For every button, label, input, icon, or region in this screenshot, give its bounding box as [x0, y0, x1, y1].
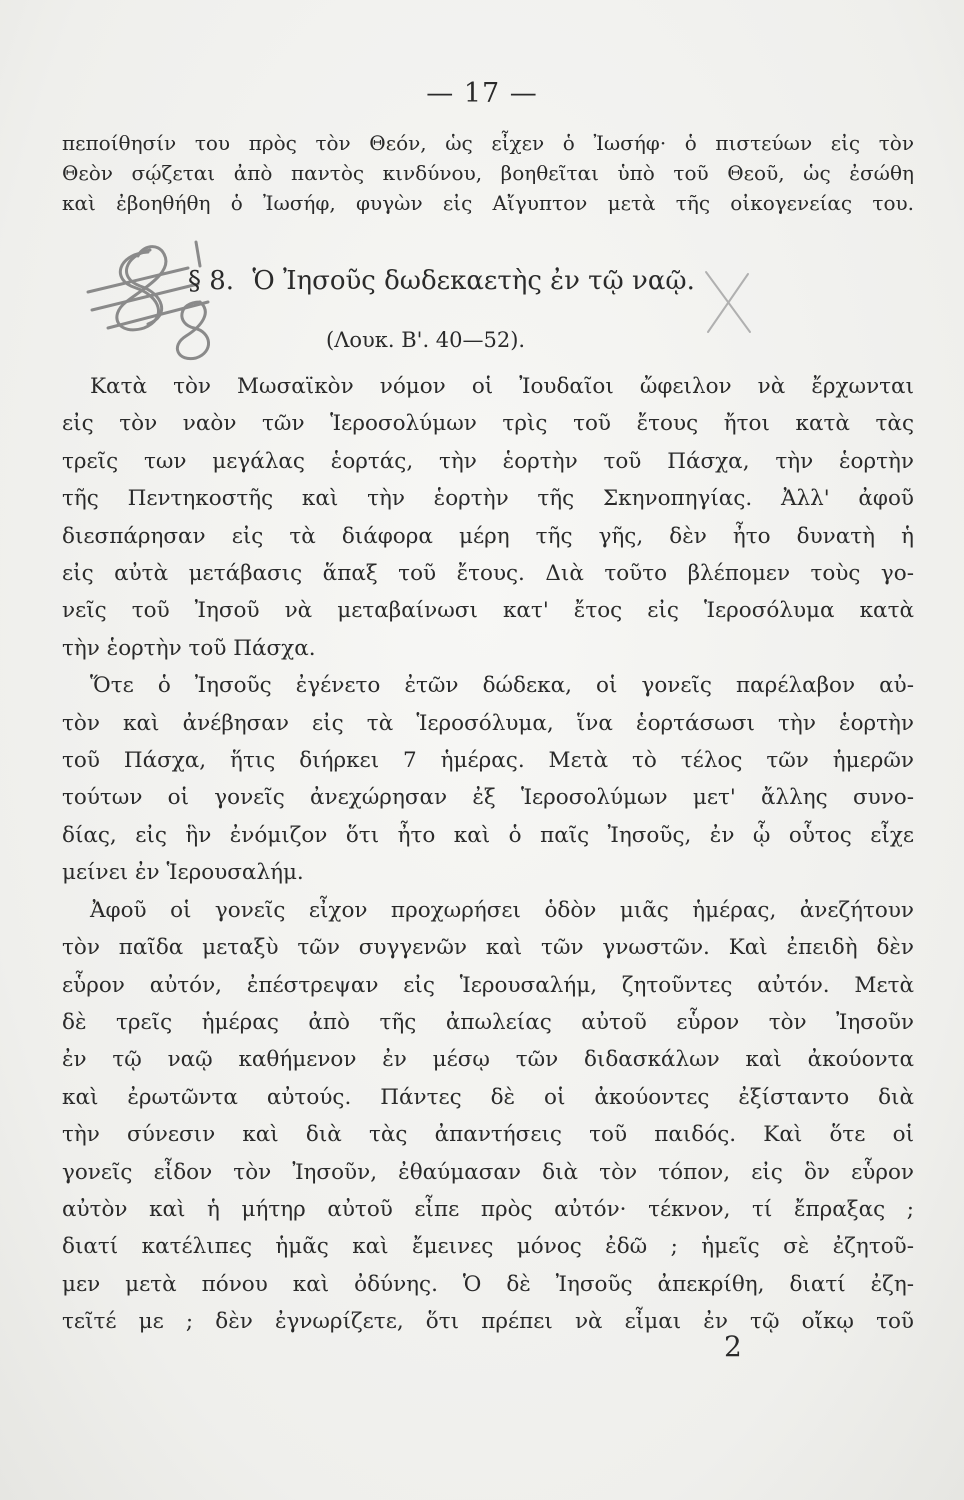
text-line: τὸν καὶ ἀνέβησαν εἰς τὰ Ἱεροσόλυμα, ἵνα ἑορτάσωσι τὴν ἑορτὴν — [62, 710, 914, 736]
text-line: Ὅτε ὁ Ἰησοῦς ἐγένετο ἐτῶν δώδεκα, οἱ γονεῖς παρέλαβον αὐ- — [90, 673, 914, 699]
signature-number: 2 — [724, 1330, 742, 1363]
text-line: νεῖς τοῦ Ἰησοῦ νὰ μεταβαίνωσι κατ' ἔτος εἰς Ἱεροσόλυμα κατὰ — [62, 598, 914, 624]
text-line: τὴν σύνεσιν καὶ διὰ τὰς ἀπαντήσεις τοῦ παιδός. Καὶ ὅτε οἱ — [62, 1122, 914, 1148]
text-line: διεσπάρησαν εἰς τὰ διάφορα μέρη τῆς γῆς, δὲν ἦτο δυνατὴ ἡ — [62, 523, 914, 549]
page-number: — 17 — — [426, 78, 538, 109]
pencil-annotation-icon — [78, 232, 248, 372]
text-line: δίας, εἰς ἣν ἐνόμιζον ὅτι ἦτο καὶ ὁ παῖς Ἰησοῦς, ἐν ᾧ οὗτος εἶχε — [62, 822, 914, 848]
text-line: Ἀφοῦ οἱ γονεῖς εἶχον προχωρήσει ὁδὸν μιᾶς ἡμέρας, ἀνεζήτουν — [90, 897, 914, 923]
body-text — [62, 368, 914, 1341]
text-line: πεποίθησίν του πρὸς τὸν Θεόν, ὡς εἶχεν ὁ Ἰωσήφ· ὁ πιστεύων εἰς τὸν — [62, 131, 914, 155]
scripture-reference: (Λουκ. Β'. 40—52). — [326, 328, 526, 352]
text-line: γονεῖς εἶδον τὸν Ἰησοῦν, ἐθαύμασαν διὰ τὸν τόπον, εἰς ὃν εὗρον — [62, 1159, 914, 1185]
section-title: Ὁ Ἰησοῦς δωδεκαετὴς ἐν τῷ ναῷ. — [252, 266, 695, 296]
text-line: μεν μετὰ πόνου καὶ ὀδύνης. Ὁ δὲ Ἰησοῦς ἀπεκρίθη, διατί ἐζη- — [62, 1271, 914, 1297]
text-line: εἰς τὸν ναὸν τῶν Ἱεροσολύμων τρὶς τοῦ ἔτους ἤτοι κατὰ τὰς — [62, 411, 914, 437]
text-line: ἐν τῷ ναῷ καθήμενον ἐν μέσῳ τῶν διδασκάλων καὶ ἀκούοντα — [62, 1047, 914, 1073]
text-line: μείνει ἐν Ἱερουσαλήμ. — [62, 860, 304, 886]
text-line: τεῖτέ με ; δὲν ἐγνωρίζετε, ὅτι πρέπει νὰ εἶμαι ἐν τῷ οἴκῳ τοῦ — [62, 1309, 914, 1335]
text-line: εὗρον αὐτόν, ἐπέστρεψαν εἰς Ἱερουσαλήμ, ζητοῦντες αὐτόν. Μετὰ — [62, 972, 914, 998]
text-line: διατί κατέλιπες ἡμᾶς καὶ ἔμεινες μόνος ἐδῶ ; ἡμεῖς σὲ ἐζητοῦ- — [62, 1234, 914, 1260]
text-line: καὶ ἐρωτῶντα αὐτούς. Πάντες δὲ οἱ ἀκούοντες ἐξίσταντο διὰ — [62, 1084, 914, 1110]
text-line: τὸν παῖδα μεταξὺ τῶν συγγενῶν καὶ τῶν γνωστῶν. Καὶ ἐπειδὴ δὲν — [62, 935, 914, 961]
text-line: Θεὸν σῴζεται ἀπὸ παντὸς κινδύνου, βοηθεῖται ὑπὸ τοῦ Θεοῦ, ὡς ἐσώθη — [62, 161, 914, 185]
section-heading — [188, 266, 695, 296]
text-line: δὲ τρεῖς ἡμέρας ἀπὸ τῆς ἀπωλείας αὐτοῦ εὗρον τὸν Ἰησοῦν — [62, 1009, 914, 1035]
text-line: τοῦ Πάσχα, ἥτις διήρκει 7 ἡμέρας. Μετὰ τὸ τέλος τῶν ἡμερῶν — [62, 748, 914, 774]
pencil-cross-icon — [694, 262, 764, 342]
intro-paragraph — [62, 128, 914, 218]
text-line: τούτων οἱ γονεῖς ἀνεχώρησαν ἐξ Ἱεροσολύμων μετ' ἄλλης συνο- — [62, 785, 914, 811]
section-mark: § 8. — [188, 266, 235, 296]
text-line: καὶ ἐβοηθήθη ὁ Ἰωσήφ, φυγὼν εἰς Αἴγυπτον μετὰ τῆς οἰκογενείας του. — [62, 191, 914, 215]
text-line: Κατὰ τὸν Μωσαϊκὸν νόμον οἱ Ἰουδαῖοι ὤφειλον νὰ ἔρχωνται — [90, 374, 914, 399]
text-line: αὐτὸν καὶ ἡ μήτηρ αὐτοῦ εἶπε πρὸς αὐτόν· τέκνον, τί ἔπραξας ; — [62, 1196, 914, 1222]
text-line: εἰς αὐτὰ μετάβασις ἅπαξ τοῦ ἔτους. Διὰ τοῦτο βλέπομεν τοὺς γο- — [62, 561, 914, 587]
text-line: τὴν ἑορτὴν τοῦ Πάσχα. — [62, 635, 316, 661]
text-line: τῆς Πεντηκοστῆς καὶ τὴν ἑορτὴν τῆς Σκηνοπηγίας. Ἀλλ' ἀφοῦ — [62, 486, 914, 512]
text-line: τρεῖς των μεγάλας ἑορτάς, τὴν ἑορτὴν τοῦ Πάσχα, τὴν ἑορτὴν — [62, 448, 914, 474]
